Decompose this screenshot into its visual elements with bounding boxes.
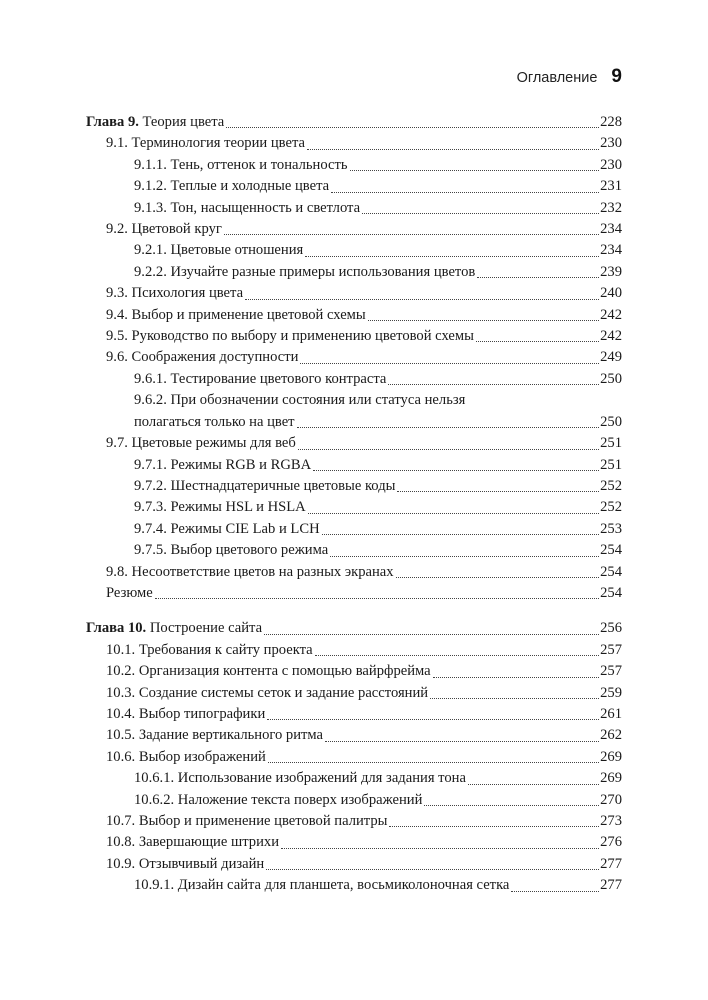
dot-leader: [307, 149, 599, 150]
page-number: 9: [611, 66, 622, 87]
dot-leader: [155, 598, 599, 599]
toc-entry-label: 9.5. Руководство по выбору и применению цветовой схемы: [106, 328, 474, 345]
toc-chapter-heading[interactable]: [86, 618, 622, 639]
toc-page-number: 269: [600, 770, 622, 787]
toc-entry[interactable]: [86, 240, 622, 261]
toc-entry[interactable]: [86, 347, 622, 368]
dot-leader: [511, 891, 599, 892]
toc-entry-label: 10.5. Задание вертикального ритма: [106, 727, 324, 744]
toc-entry[interactable]: [86, 583, 622, 604]
toc-entry[interactable]: [86, 283, 622, 304]
toc-entry-label: 9.8. Несоответствие цветов на разных экранах: [106, 563, 394, 580]
toc-entry[interactable]: [86, 305, 622, 326]
dot-leader: [264, 634, 599, 635]
toc-entry-label: 9.6. Соображения доступности: [106, 349, 299, 366]
toc-entry[interactable]: [86, 832, 622, 853]
toc-page-number: 261: [600, 705, 622, 722]
toc-page-number: 254: [600, 563, 622, 580]
dot-leader: [322, 534, 600, 535]
toc-entry[interactable]: [86, 133, 622, 154]
toc-entry-label: 10.6. Выбор изображений: [106, 748, 266, 765]
toc-page-number: 252: [600, 477, 622, 494]
dot-leader: [389, 826, 599, 827]
dot-leader: [315, 655, 599, 656]
toc-page-number: 254: [600, 584, 622, 601]
toc-page-number: 231: [600, 178, 622, 195]
toc-entry-label: 9.2.2. Изучайте разные примеры использования цветов: [134, 263, 476, 280]
toc-page-number: 251: [600, 456, 622, 473]
toc-page-number: 269: [600, 748, 622, 765]
toc-page-number: 240: [600, 285, 622, 302]
dot-leader: [281, 848, 599, 849]
toc-entry[interactable]: [86, 562, 622, 583]
dot-leader: [430, 698, 599, 699]
toc-entry[interactable]: [86, 176, 622, 197]
chapter-number: Глава 10.: [86, 620, 147, 637]
toc-entry[interactable]: [86, 704, 622, 725]
toc-entry-label: 9.2.1. Цветовые отношения: [134, 242, 304, 259]
toc-entry-label: 10.8. Завершающие штрихи: [106, 834, 280, 851]
dot-leader: [298, 449, 599, 450]
toc-page-number: 242: [600, 328, 622, 345]
toc-page-number: 276: [600, 834, 622, 851]
dot-leader: [268, 762, 599, 763]
toc-page-number: 259: [600, 684, 622, 701]
toc-entry[interactable]: [86, 811, 622, 832]
dot-leader: [245, 299, 599, 300]
toc-entry-label: 10.2. Организация контента с помощью вайрфрейма: [106, 663, 431, 680]
dot-leader: [267, 719, 599, 720]
chapter-number: Глава 9.: [86, 114, 139, 130]
toc-entry-label: 10.7. Выбор и применение цветовой палитры: [106, 813, 388, 829]
toc-entry-label: 9.7.4. Режимы CIE Lab и LCH: [134, 520, 320, 537]
toc-entry-label: 10.9.1. Дизайн сайта для планшета, восьмиколоночная сетка: [134, 877, 510, 894]
toc-entry[interactable]: [86, 262, 622, 283]
toc-entry-label: 9.1.3. Тон, насыщенность и светлота: [134, 199, 361, 216]
toc-entry-label: 9.4. Выбор и применение цветовой схемы: [106, 306, 366, 323]
toc-page-number: 262: [600, 727, 622, 744]
dot-leader: [297, 427, 600, 428]
toc-page-number: 252: [600, 499, 622, 516]
toc-entry-label: 9.2. Цветовой круг: [106, 221, 222, 238]
toc-entry-label: 9.7.3. Режимы HSL и HSLA: [134, 499, 306, 516]
running-header: [517, 66, 622, 88]
toc-entry-label: 10.6.1. Использование изображений для задания тона: [134, 770, 466, 787]
toc-entry[interactable]: [86, 455, 622, 476]
toc-page-number: 242: [600, 306, 622, 323]
toc-chapter-heading[interactable]: [86, 112, 622, 133]
toc-entry-label: [86, 112, 224, 133]
toc-page-number: 257: [600, 641, 622, 658]
toc-entry[interactable]: [86, 390, 622, 433]
toc-entry-label: 9.3. Психология цвета: [106, 285, 244, 302]
toc-page-number: 228: [600, 114, 622, 130]
toc-page-number: 253: [600, 520, 622, 537]
toc-entry[interactable]: [86, 661, 622, 682]
toc-page-number: 250: [600, 413, 622, 430]
toc-entry-label: Резюме: [106, 584, 153, 601]
dot-leader: [397, 491, 599, 492]
toc-entry-label: [86, 618, 262, 639]
toc-page-number: 249: [600, 349, 622, 366]
toc-entry-label: 9.7.2. Шестнадцатеричные цветовые коды: [134, 477, 396, 494]
toc-page-number: 230: [600, 135, 622, 152]
table-of-contents: [86, 112, 622, 897]
dot-leader: [388, 384, 599, 385]
toc-entry-label-continued: полагаться только на цвет: [134, 413, 295, 430]
toc-entry-label: 10.1. Требования к сайту проекта: [106, 641, 313, 658]
dot-leader: [266, 869, 599, 870]
toc-entry[interactable]: [86, 768, 622, 789]
toc-entry[interactable]: [86, 854, 622, 875]
dot-leader: [362, 213, 599, 214]
dot-leader: [476, 341, 599, 342]
toc-entry-label: 9.1. Терминология теории цвета: [106, 135, 305, 152]
toc-entry[interactable]: [86, 198, 622, 219]
toc-page-number: 277: [600, 855, 622, 872]
toc-page-number: 277: [600, 877, 622, 894]
toc-entry-label: 9.7.1. Режимы RGB и RGBA: [134, 456, 312, 473]
dot-leader: [224, 234, 599, 235]
toc-entry[interactable]: [86, 875, 622, 896]
dot-leader: [226, 127, 599, 128]
toc-entry-label: 9.7.5. Выбор цветового режима: [134, 542, 329, 559]
dot-leader: [300, 363, 599, 364]
toc-page-number: 234: [600, 242, 622, 259]
toc-entry[interactable]: [86, 519, 622, 540]
toc-page-number: 257: [600, 663, 622, 680]
toc-page-number: 234: [600, 221, 622, 238]
toc-entry-label: 10.9. Отзывчивый дизайн: [106, 855, 265, 872]
toc-entry[interactable]: [86, 476, 622, 497]
toc-page-number: 250: [600, 370, 622, 387]
toc-chapter: [86, 618, 622, 896]
toc-entry[interactable]: [86, 640, 622, 661]
toc-entry[interactable]: [86, 683, 622, 704]
toc-entry[interactable]: [86, 219, 622, 240]
toc-page-number: 239: [600, 263, 622, 280]
toc-page-number: 273: [600, 813, 622, 829]
toc-entry-label: 9.6.1. Тестирование цветового контраста: [134, 370, 387, 387]
dot-leader: [325, 741, 599, 742]
toc-entry[interactable]: [86, 540, 622, 561]
dot-leader: [424, 805, 599, 806]
toc-entry[interactable]: [86, 725, 622, 746]
toc-entry-label: 9.7. Цветовые режимы для веб: [106, 435, 296, 452]
dot-leader: [350, 170, 600, 171]
toc-entry-label: 10.4. Выбор типографики: [106, 705, 266, 722]
toc-entry-label: 10.3. Создание системы сеток и задание расстояний: [106, 684, 429, 701]
dot-leader: [313, 470, 599, 471]
dot-leader: [330, 556, 599, 557]
toc-entry-label: 9.6.2. При обозначении состояния или статуса нельзя: [134, 392, 466, 409]
toc-page-number: 251: [600, 435, 622, 452]
toc-entry-label: 9.1.1. Тень, оттенок и тональность: [134, 156, 348, 173]
dot-leader: [433, 677, 599, 678]
dot-leader: [468, 784, 599, 785]
toc-page-number: 254: [600, 542, 622, 559]
chapter-title: Теория цвета: [138, 114, 225, 130]
chapter-title: Построение сайта: [146, 620, 263, 637]
toc-page-number: 230: [600, 156, 622, 173]
dot-leader: [396, 577, 600, 578]
toc-entry-label: 9.1.2. Теплые и холодные цвета: [134, 178, 330, 195]
toc-page-number: 232: [600, 199, 622, 216]
toc-entry[interactable]: [86, 747, 622, 768]
dot-leader: [331, 192, 599, 193]
toc-entry[interactable]: [86, 433, 622, 454]
toc-chapter: [86, 112, 622, 604]
toc-entry[interactable]: [86, 497, 622, 518]
dot-leader: [305, 256, 599, 257]
dot-leader: [308, 513, 599, 514]
toc-entry[interactable]: [86, 369, 622, 390]
toc-page-number: 256: [600, 620, 622, 637]
toc-entry-label: 10.6.2. Наложение текста поверх изображений: [134, 791, 423, 808]
dot-leader: [477, 277, 599, 278]
toc-page-number: 270: [600, 791, 622, 808]
dot-leader: [368, 320, 599, 321]
toc-entry[interactable]: [86, 326, 622, 347]
toc-entry[interactable]: [86, 790, 622, 811]
toc-entry[interactable]: [86, 155, 622, 176]
running-header-section: Оглавление: [516, 70, 598, 86]
